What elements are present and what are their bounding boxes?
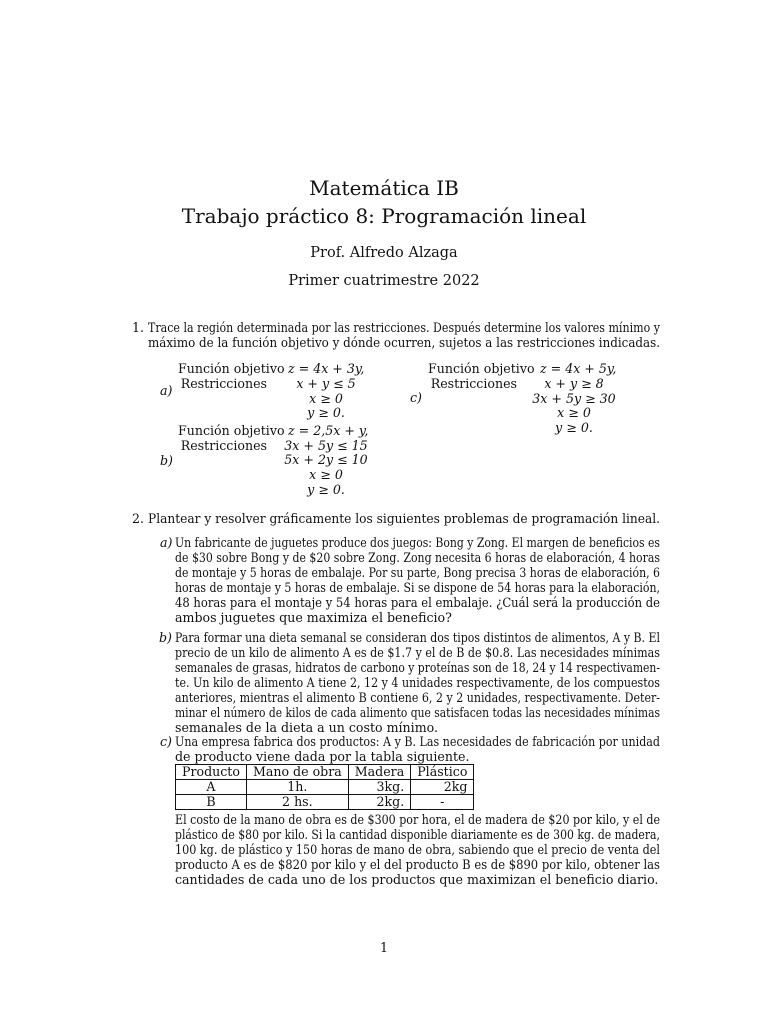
table-cell: 1h. <box>246 780 348 795</box>
term: Primer cuatrimestre 2022 <box>288 273 480 289</box>
q2a-line: de montaje y 5 horas de embalaje. Por su parte, Bong precisa 3 horas de elaboración, 6 <box>175 565 660 580</box>
q1b-constraint: 3x + 5y ≤ 15 <box>284 438 368 453</box>
q1c-label: c) <box>410 390 422 405</box>
table-header-cell: Mano de obra <box>246 765 348 780</box>
q2c-line: Una empresa fabrica dos productos: A y B. Las necesidades de fabricación por unidad <box>175 734 660 749</box>
q2c-line: producto A es de $820 por kilo y el del producto B es de $890 por kilo, obtener las <box>175 857 660 872</box>
q1a-constraint: x ≥ 0 <box>309 391 343 406</box>
production-table <box>175 764 474 810</box>
question-1-line-1: Trace la región determinada por las restricciones. Después determine los valores mínimo y <box>148 320 660 335</box>
table-cell: 3kg. <box>348 780 410 795</box>
q1a-label: a) <box>160 383 173 398</box>
q2b-line: te. Un kilo de alimento A tiene 2, 12 y 4 unidades respectivamente, de los compuestos <box>175 675 660 690</box>
q1c-constraint: x + y ≥ 8 <box>544 376 604 391</box>
q1b-constraint: 5x + 2y ≤ 10 <box>284 452 368 467</box>
table-cell: 2kg <box>411 780 474 795</box>
q2a-line: Un fabricante de juguetes produce dos juegos: Bong y Zong. El margen de beneficios es <box>175 535 660 550</box>
question-2-number: 2. <box>132 511 145 526</box>
q2a-line: 48 horas para el montaje y 54 horas para el embalaje. ¿Cuál será la producción de <box>175 595 660 610</box>
q2b-line: semanales de grasas, hidratos de carbono y proteínas son de 18, 24 y 14 respectivamen- <box>175 660 660 675</box>
q2c-line: 100 kg. de plástico y 150 horas de mano de obra, sabiendo que el precio de venta del <box>175 842 660 857</box>
q1c-objective: z = 4x + 5y, <box>540 361 617 376</box>
q1a-objective: z = 4x + 3y, <box>288 361 365 376</box>
q2b-line: anteriores, mientras el alimento B contiene 6, 2 y 2 unidades, respectivamente. Deter- <box>175 690 660 705</box>
q1c-constraint: x ≥ 0 <box>557 405 591 420</box>
q2c-line: plástico de $80 por kilo. Si la cantidad disponible diariamente es de 300 kg. de madera, <box>175 827 660 842</box>
table-cell: B <box>176 795 247 810</box>
table-cell: 2kg. <box>348 795 410 810</box>
course-title: Matemática IB <box>309 176 459 200</box>
q1b-objective-label: Función objetivo <box>178 423 285 438</box>
table-row <box>176 795 474 810</box>
question-1-line-2: máximo de la función objetivo y dónde ocurren, sujetos a las restricciones indicadas. <box>148 335 660 350</box>
q1a-objective-label: Función objetivo <box>178 361 285 376</box>
author: Prof. Alfredo Alzaga <box>310 245 458 261</box>
q1a-constraint: x + y ≤ 5 <box>296 376 356 391</box>
q2a-label: a) <box>160 535 173 550</box>
page-number: 1 <box>379 940 388 955</box>
q2b-line: semanales de la dieta a un costo mínimo. <box>175 720 438 735</box>
document-title: Trabajo práctico 8: Programación lineal <box>181 204 587 228</box>
question-2-intro: Plantear y resolver gráficamente los siguientes problemas de programación lineal. <box>148 511 660 526</box>
q2c-label: c) <box>160 734 172 749</box>
q2a-line: de $30 sobre Bong y de $20 sobre Zong. Zong necesita 6 horas de elaboración, 4 horas <box>175 550 660 565</box>
q1b-constraints-label: Restricciones <box>180 438 267 453</box>
table-header-row <box>176 765 474 780</box>
table-header-cell: Madera <box>348 765 410 780</box>
q2b-line: minar el número de kilos de cada alimento que satisfacen todas las necesidades mínimas <box>175 705 660 720</box>
q1c-constraint: y ≥ 0. <box>555 420 593 435</box>
table-header-cell: Producto <box>176 765 247 780</box>
q2a-line: horas de montaje y 5 horas de embalaje. Si se dispone de 54 horas para la elaboración, <box>175 580 660 595</box>
q1a-constraint: y ≥ 0. <box>307 405 345 420</box>
q2c-line: El costo de la mano de obra es de $300 por hora, el de madera de $20 por kilo, y el de <box>175 812 660 827</box>
q1a-constraints-label: Restricciones <box>180 376 267 391</box>
q1c-objective-label: Función objetivo <box>428 361 535 376</box>
q1c-constraint: 3x + 5y ≥ 30 <box>532 391 616 406</box>
q2c-line: cantidades de cada uno de los productos que maximizan el beneficio diario. <box>175 872 659 887</box>
q1b-objective: z = 2,5x + y, <box>288 423 369 438</box>
table-cell: - <box>411 795 474 810</box>
table-header-cell: Plástico <box>411 765 474 780</box>
q2b-line: precio de un kilo de alimento A es de $1.7 y el de B de $0.8. Las necesidades mínimas <box>175 645 660 660</box>
q2b-line: Para formar una dieta semanal se consideran dos tipos distintos de alimentos, A y B. El <box>175 630 660 645</box>
question-1-number: 1. <box>132 320 145 335</box>
q1b-constraint: x ≥ 0 <box>309 467 343 482</box>
q2b-label: b) <box>159 630 172 645</box>
q2a-line: ambos juguetes que maximiza el beneficio? <box>175 610 452 625</box>
table-cell: 2 hs. <box>246 795 348 810</box>
table-row <box>176 780 474 795</box>
table-cell: A <box>176 780 247 795</box>
q2c-line: de producto viene dada por la tabla siguiente. <box>175 749 470 764</box>
q1b-label: b) <box>160 453 173 468</box>
q1c-constraints-label: Restricciones <box>430 376 517 391</box>
q1b-constraint: y ≥ 0. <box>307 482 345 497</box>
